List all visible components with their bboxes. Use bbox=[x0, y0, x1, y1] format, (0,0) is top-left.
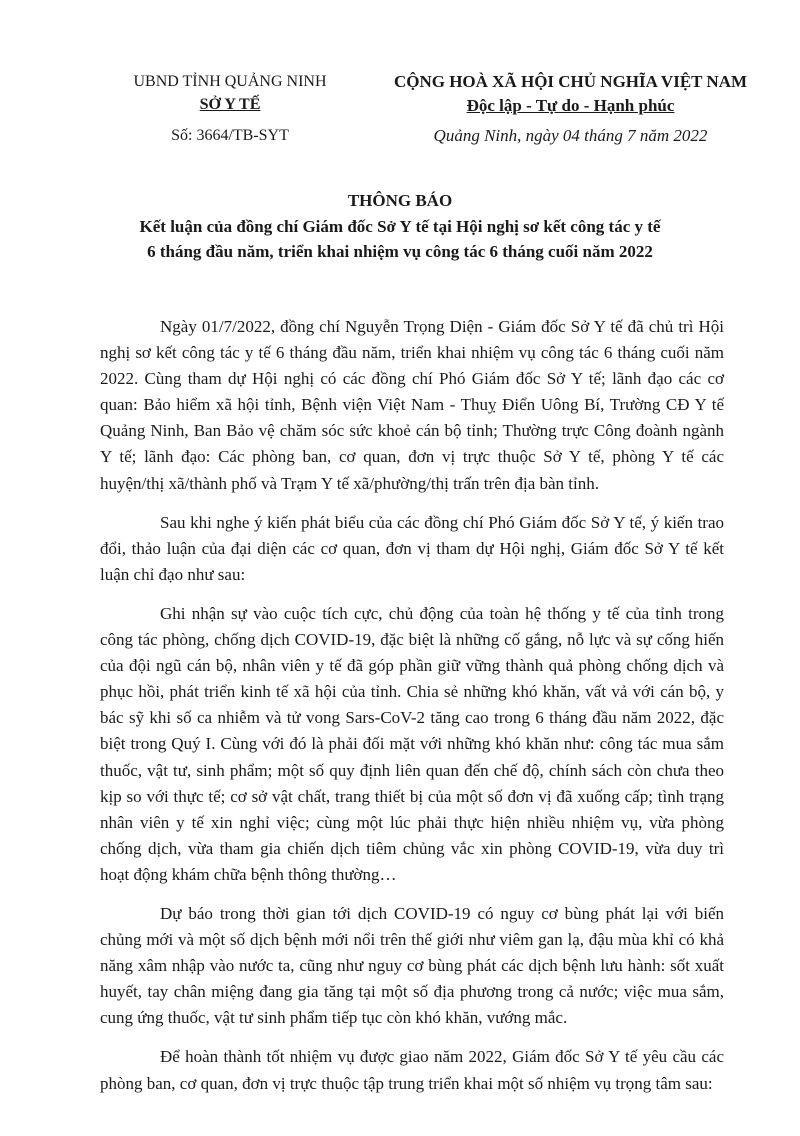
document-date: Quảng Ninh, ngày 04 tháng 7 năm 2022 bbox=[433, 126, 708, 145]
document-number: Số: 3664/TB-SYT bbox=[171, 127, 289, 144]
paragraph: Sau khi nghe ý kiến phát biểu của các đồng chí Phó Giám đốc Sở Y tế, ý kiến trao đổi, thảo luận của đại diện các cơ quan, đơn vị tham dự Hội nghị, Giám đốc Sở Y tế kết luận chỉ đạo như sau: bbox=[100, 512, 724, 584]
issuer-dept: SỞ Y TẾ bbox=[199, 96, 261, 113]
issuer-org: UBND TỈNH QUẢNG NINH bbox=[133, 73, 327, 90]
document-title-block bbox=[80, 188, 720, 264]
paragraph: Dự báo trong thời gian tới dịch COVID-19 có nguy cơ bùng phát lại với biến chủng mới và một số dịch bệnh mới nổi trên thế giới như viêm gan lạ, đậu mùa khỉ có khả năng xâm nhập vào nước ta, cũng như nguy cơ bùng phát các dịch bệnh lưu hành: sốt xuất huyết, tay chân miệng đang gia tăng tại một số địa phương trong cả nước; việc mua sắm, cung ứng thuốc, vật tư sinh phẩm tiếp tục còn khó khăn, vướng mắc. bbox=[100, 903, 724, 1028]
document-body bbox=[100, 314, 724, 1110]
subtitle-line-1: Kết luận của đồng chí Giám đốc Sở Y tế tại Hội nghị sơ kết công tác y tế bbox=[139, 217, 661, 236]
paragraph: Ghi nhận sự vào cuộc tích cực, chủ động của toàn hệ thống y tế của tỉnh trong công tác phòng, chống dịch COVID-19, đặc biệt là những cố gắng, nỗ lực và sự cống hiến của đội ngũ cán bộ, nhân viên y tế đã góp phần giữ vững thành quả phòng chống dịch và phục hồi, phát triển kinh tế xã hội của tỉnh. Chia sẻ những khó khăn, vất vả với cán bộ, y bác sỹ khi số ca nhiễm và tử vong Sars-CoV-2 tăng cao trong 6 tháng đầu năm 2022, đặc biệt trong Quý I. Cùng với đó là phải đối mặt với những khó khăn như: công tác mua sắm thuốc, vật tư, sinh phẩm; một số quy định liên quan đến chế độ, chính sách còn chưa theo kịp so với thực tế; cơ sở vật chất, trang thiết bị của một số đơn vị đã xuống cấp; tình trạng nhân viên y tế xin nghỉ việc; cùng một lúc phải thực hiện nhiều nhiệm vụ, vừa phòng chống dịch, vừa tham gia chiến dịch tiêm chủng vắc xin phòng COVID-19, vừa duy trì hoạt động khám chữa bệnh thông thường… bbox=[100, 603, 724, 884]
national-motto: Độc lập - Tự do - Hạnh phúc bbox=[466, 96, 675, 115]
paragraph: Để hoàn thành tốt nhiệm vụ được giao năm 2022, Giám đốc Sở Y tế yêu cầu các phòng ban, cơ quan, đơn vị trực thuộc tập trung triển khai một số nhiệm vụ trọng tâm sau: bbox=[100, 1047, 724, 1093]
subtitle-line-2: 6 tháng đầu năm, triển khai nhiệm vụ công tác 6 tháng cuối năm 2022 bbox=[147, 242, 653, 261]
country-name: CỘNG HOÀ XÃ HỘI CHỦ NGHĨA VIỆT NAM bbox=[393, 72, 748, 91]
national-title-block bbox=[368, 70, 773, 118]
paragraph: Ngày 01/7/2022, đồng chí Nguyễn Trọng Diện - Giám đốc Sở Y tế đã chủ trì Hội nghị sơ kết công tác y tế 6 tháng đầu năm, triển khai nhiệm vụ công tác 6 tháng cuối năm 2022. Cùng tham dự Hội nghị có các đồng chí Phó Giám đốc Sở Y tế; lãnh đạo các cơ quan: Bảo hiểm xã hội tỉnh, Bệnh viện Việt Nam - Thuỵ Điển Uông Bí, Trường CĐ Y tế Quảng Ninh, Ban Bảo vệ chăm sóc sức khoẻ cán bộ tỉnh; Thường trực Công đoành ngành Y tế; lãnh đạo: Các phòng ban, cơ quan, đơn vị trực thuộc Sở Y tế, phòng Y tế các huyện/thị xã/thành phố và Trạm Y tế xã/phường/thị trấn trên địa bàn tỉnh. bbox=[100, 317, 724, 493]
document-subtitle bbox=[80, 214, 720, 264]
document-title: THÔNG BÁO bbox=[347, 191, 453, 210]
issuer-block bbox=[95, 70, 365, 116]
